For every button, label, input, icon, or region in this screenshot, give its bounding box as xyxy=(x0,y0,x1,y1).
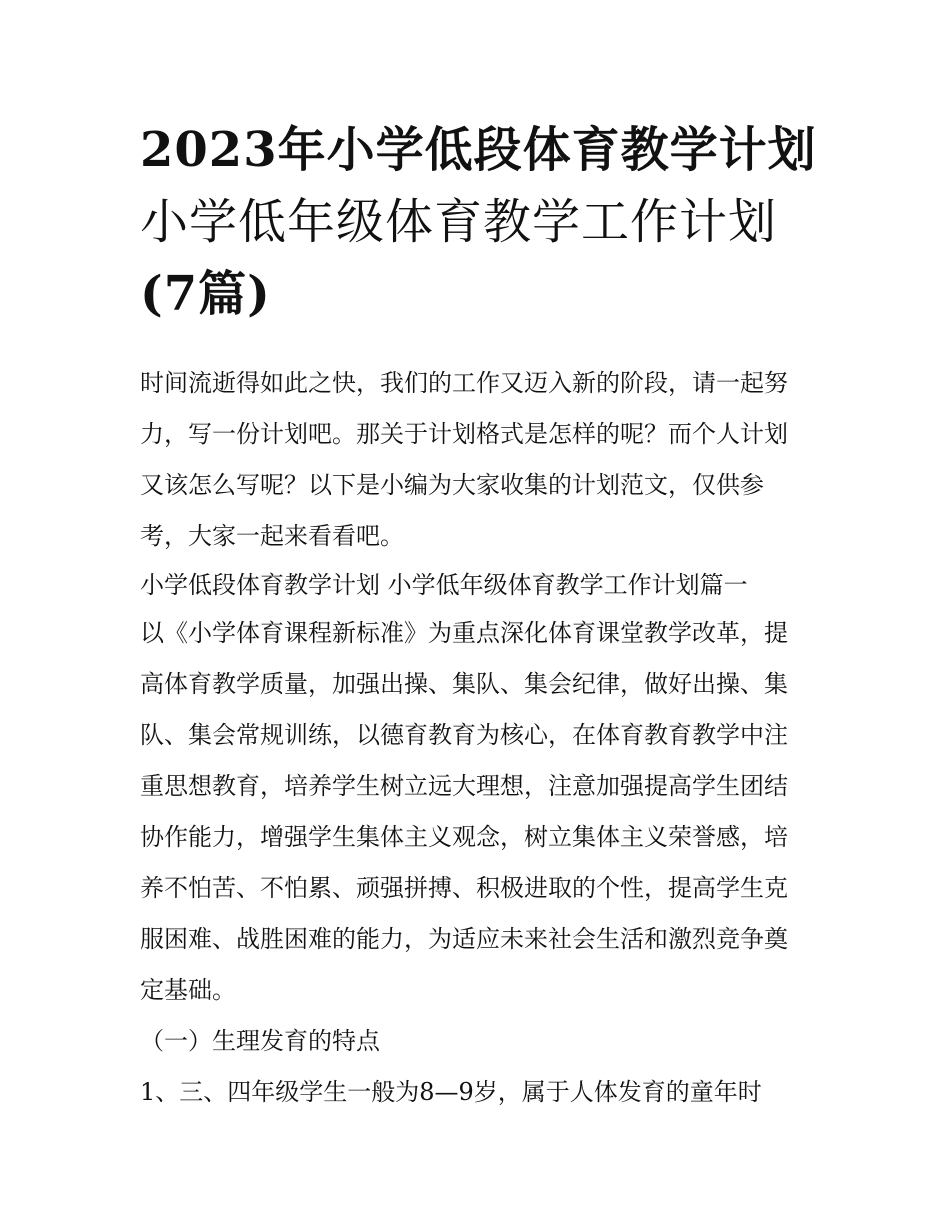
document-title xyxy=(140,114,820,330)
paragraph-line-3: 队、集会常规训练，以德育教育为核心，在体育教育教学中注 xyxy=(140,721,788,749)
paragraph-line-1: 以《小学体育课程新标准》为重点深化体育课堂教学改革，提 xyxy=(140,619,788,647)
main-paragraph xyxy=(140,608,820,1016)
document-page xyxy=(140,0,820,1229)
subheading: （一）生理发育的特点 xyxy=(140,1027,380,1055)
title-line-1: 2023年小学低段体育教学计划 xyxy=(140,122,817,178)
section-heading: 小学低段体育教学计划 小学低年级体育教学工作计划篇一 xyxy=(140,571,748,599)
document-body xyxy=(140,358,820,1118)
title-line-2: 小学低年级体育教学工作计划 xyxy=(140,194,778,250)
intro-line-4: 考，大家一起来看看吧。 xyxy=(140,522,404,550)
intro-line-3: 又该怎么写呢？以下是小编为大家收集的计划范文，仅供参 xyxy=(140,471,764,499)
paragraph-line-4: 重思想教育，培养学生树立远大理想，注意加强提高学生团结 xyxy=(140,772,788,800)
paragraph-line-2: 高体育教学质量，加强出操、集队、集会纪律，做好出操、集 xyxy=(140,670,788,698)
paragraph-line-5: 协作能力，增强学生集体主义观念，树立集体主义荣誉感，培 xyxy=(140,823,788,851)
paragraph-line-8: 定基础。 xyxy=(140,976,236,1004)
intro-line-1: 时间流逝得如此之快，我们的工作又迈入新的阶段，请一起努 xyxy=(140,369,788,397)
intro-paragraph xyxy=(140,358,820,562)
last-line: 1、三、四年级学生一般为8—9岁，属于人体发育的童年时 xyxy=(140,1078,762,1106)
paragraph-line-7: 服困难、战胜困难的能力，为适应未来社会生活和激烈竞争奠 xyxy=(140,925,788,953)
paragraph-line-6: 养不怕苦、不怕累、顽强拼搏、积极进取的个性，提高学生克 xyxy=(140,874,788,902)
intro-line-2: 力，写一份计划吧。那关于计划格式是怎样的呢？而个人计划 xyxy=(140,420,788,448)
title-line-3: (7篇) xyxy=(140,266,271,322)
